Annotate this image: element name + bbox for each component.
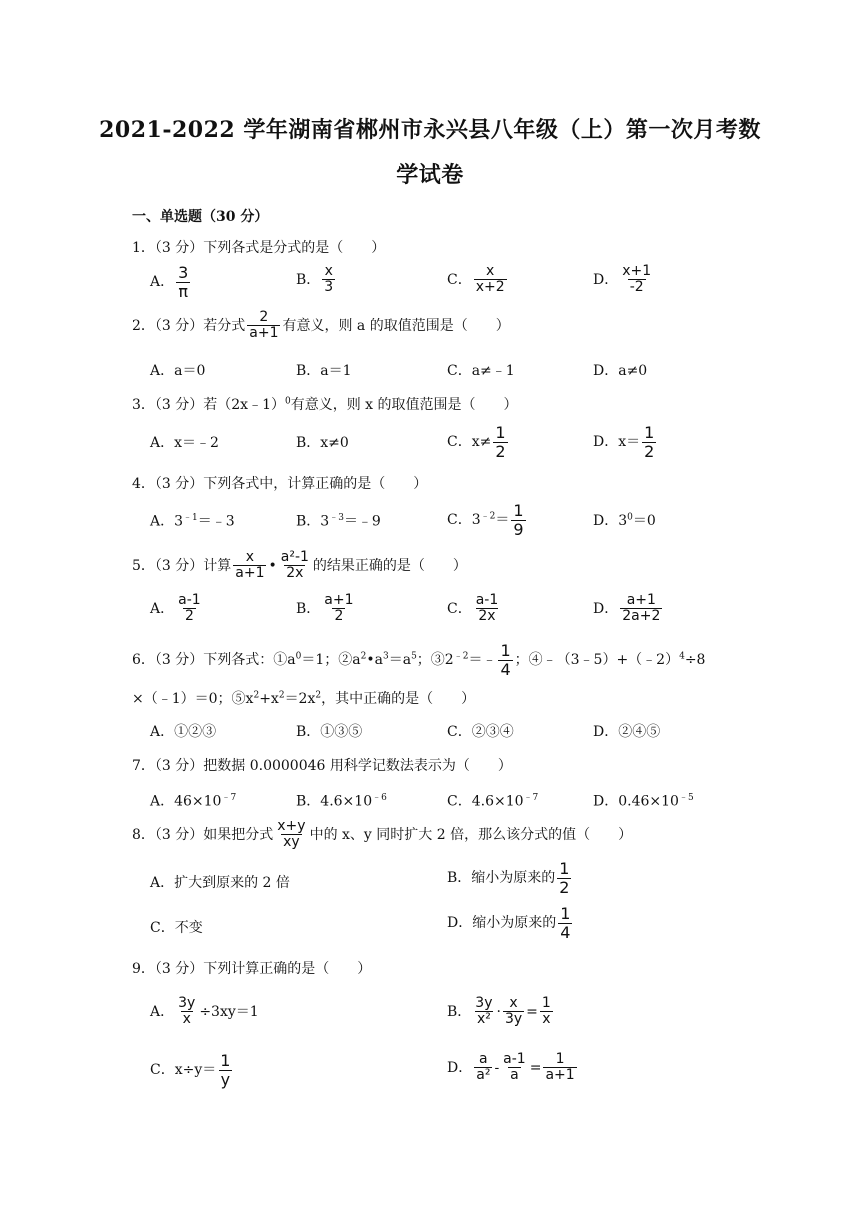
q6-option-b: B．①③⑤ — [296, 724, 363, 740]
question-4-stem: 4．（3 分）下列各式中，计算正确的是（ ） — [132, 476, 428, 492]
q1-option-b: B． $\frac{x}{3}$ — [296, 263, 334, 296]
q6-option-c: C．②③④ — [447, 724, 514, 740]
q7-option-d: D．$0.46\times 10^{﹣5}$ — [593, 793, 694, 810]
q9-option-b: B． $\frac{3y}{\text{x²}}$ · $\frac{x}{3y}$ = $\frac{1}{x}$ — [447, 995, 551, 1028]
q8-option-c: C．不变 — [150, 920, 203, 936]
question-7-stem: 7．（3 分）把数据 0.0000046 用科学记数法表示为（ ） — [132, 758, 512, 774]
q7-option-c: C．$4.6\times 10^{﹣7}$ — [447, 793, 539, 810]
q6-option-a: A．①②③ — [150, 724, 217, 740]
q2-option-c: C．a≠﹣1 — [447, 363, 515, 379]
q8-option-d: D．缩小为原来的 $\frac{1}{4}$ — [447, 904, 571, 942]
q7-option-a: A．$46\times 10^{﹣7}$ — [150, 793, 237, 810]
q9-option-a: A． $\frac{3y}{x}$ ÷3xy＝1 — [150, 995, 259, 1028]
q4-option-b: B．$3^{﹣3}=﹣9$ — [296, 513, 381, 530]
question-5-stem: 5．（3 分）计算 $\frac{x}{a+1}$ • $\frac{\text{a²-1}}{2x}$ 的结果正确的是（ ） — [132, 549, 467, 582]
q2-option-a: A．a＝0 — [150, 363, 206, 379]
question-1-stem: 1．（3 分）下列各式是分式的是（ ） — [132, 240, 386, 256]
q4-option-c: C．$3^{﹣2}=$ $\frac{1}{9}$ — [447, 501, 524, 539]
q4-option-d: D．$3^0=0$ — [593, 512, 656, 529]
section-heading: 一、单选题（30 分） — [132, 209, 269, 225]
q5-option-b: B． $\frac{a+1}{2}$ — [296, 592, 354, 625]
q3-option-c: C．x≠ $\frac{1}{2}$ — [447, 423, 506, 461]
question-8-stem: 8．（3 分）如果把分式 $\frac{x+y}{xy}$ 中的 x、y 同时扩大 2 倍，那么该分式的值（ ） — [132, 818, 633, 851]
q5-option-a: A． $\frac{a-1}{2}$ — [150, 592, 201, 625]
question-6-stem-line1: 6．（3 分）下列各式：$①a^0=1$；$②a^2•a^3=a^5$；$③2^{﹣2}=﹣$ $\frac{1}{4}$ ；④﹣（3﹣5）+（﹣2）$^4$÷8 — [132, 641, 706, 679]
q1-option-c: C． $\frac{x}{x+2}$ — [447, 263, 505, 296]
q9-option-d: D． $\frac{a}{\text{a²}}$ - $\frac{a-1}{a}$ = $\frac{1}{a+1}$ — [447, 1051, 575, 1084]
q3-option-d: D．x＝ $\frac{1}{2}$ — [593, 423, 655, 461]
q6-option-d: D．②④⑤ — [593, 724, 661, 740]
question-9-stem: 9．（3 分）下列计算正确的是（ ） — [132, 961, 372, 977]
q9-option-c: C．x÷y＝ $\frac{1}{y}$ — [150, 1051, 231, 1089]
q5-option-d: D． $\frac{a+1}{2a+2}$ — [593, 592, 661, 625]
exam-title-line1: 2021-2022 学年湖南省郴州市永兴县八年级（上）第一次月考数 — [99, 117, 761, 143]
q3-option-a: A．x＝﹣2 — [150, 435, 219, 451]
q1-option-d: D． $\frac{x+1}{-2}$ — [593, 263, 652, 296]
question-2-stem: 2．（3 分）若分式 $\frac{2}{a+1}$ 有意义，则 a 的取值范围是（ ） — [132, 309, 510, 342]
question-6-stem-line2: ×（﹣1）＝0；$⑤x^2+x^2=2x^2$，其中正确的是（ ） — [132, 690, 476, 707]
q1-option-a: A． $\frac{3}{\pi}$ — [150, 263, 189, 301]
q5-option-c: C． $\frac{a-1}{2x}$ — [447, 592, 499, 625]
exam-title-line2: 学试卷 — [396, 162, 464, 188]
q8-option-a: A．扩大到原来的 2 倍 — [150, 875, 290, 891]
q7-option-b: B．$4.6\times 10^{﹣6}$ — [296, 793, 387, 810]
q2-option-b: B．a＝1 — [296, 363, 352, 379]
question-3-stem: 3．（3 分）若（2x﹣1）$^0$有意义，则 x 的取值范围是（ ） — [132, 396, 518, 413]
q8-option-b: B．缩小为原来的 $\frac{1}{2}$ — [447, 859, 570, 897]
q2-option-d: D．a≠0 — [593, 363, 648, 379]
q3-option-b: B．x≠0 — [296, 435, 349, 451]
q4-option-a: A．$3^{﹣1}=﹣3$ — [150, 513, 235, 530]
